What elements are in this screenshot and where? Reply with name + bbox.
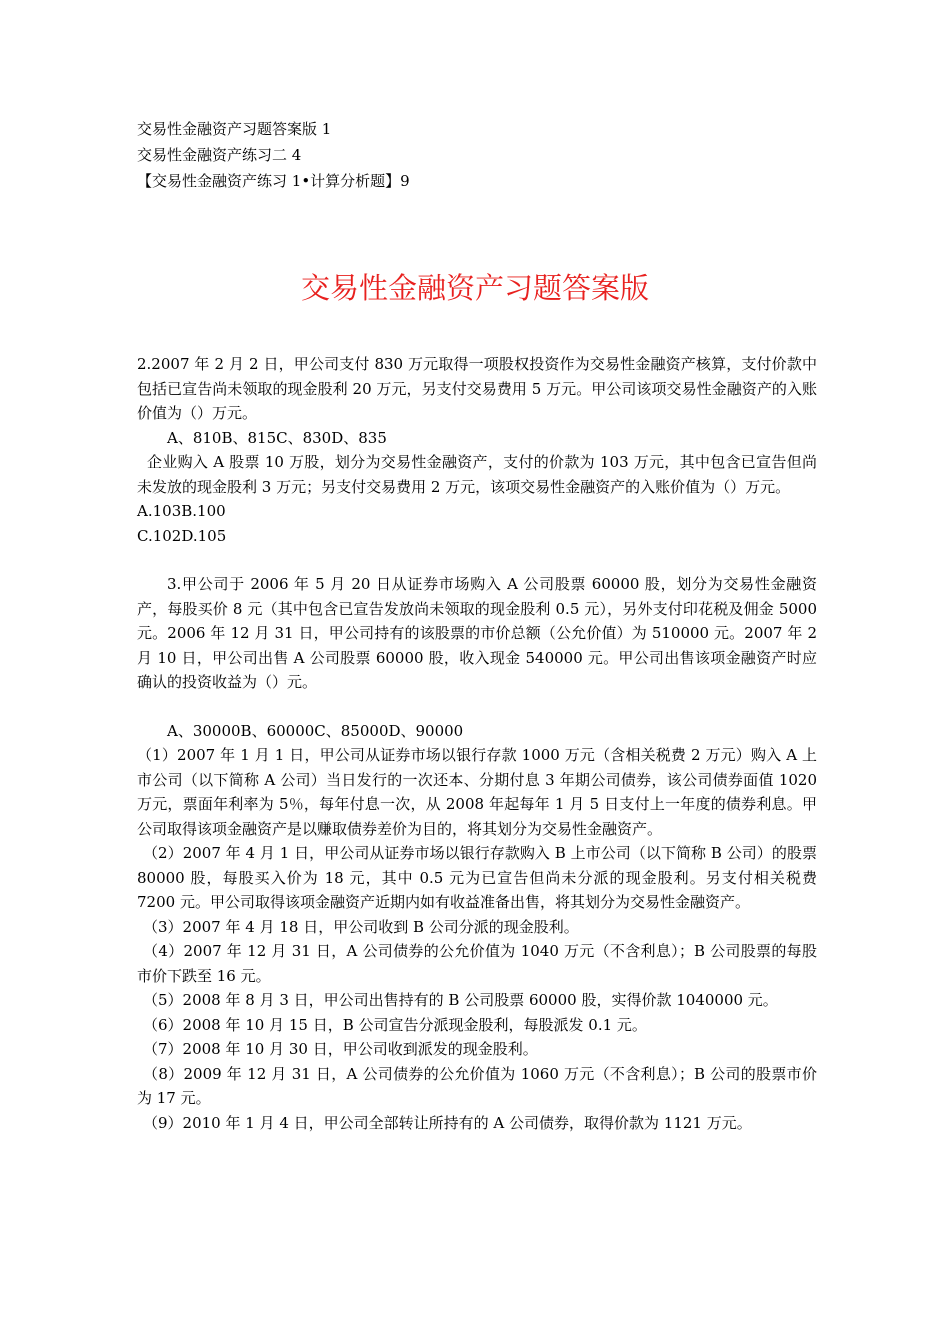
list-item: （1）2007 年 1 月 1 日，甲公司从证券市场以银行存款 1000 万元（含相关税费 2 万元）购入 A 上市公司（以下简称 A 公司）当日发行的一次还本、分期付息 3 年期公司债券，该公司债券面值 1020 万元，票面年利率为 5％，每年付息一次，从 2008 年起每年 1 月 5 日支付上一年度的债券利息。甲公司取得该项金融资产是以赚取债券差价为目的，将其划分为交易性金融资产。: [137, 746, 817, 838]
question-2-text: 2.2007 年 2 月 2 日，甲公司支付 830 万元取得一项股权投资作为交易性金融资产核算，支付价款中包括已宣告尚未领取的现金股利 20 万元，另支付交易费用 5 万元。甲公司该项交易性金融资产的入账价值为（）万元。: [137, 355, 817, 422]
list-item: （3）2007 年 4 月 18 日，甲公司收到 B 公司分派的现金股利。: [143, 917, 579, 936]
list-item: （6）2008 年 10 月 15 日，B 公司宣告分派现金股利，每股派发 0.1 元。: [143, 1015, 647, 1034]
document-body: [137, 352, 817, 1135]
list-item: （4）2007 年 12 月 31 日，A 公司债券的公允价值为 1040 万元（不含利息）；B 公司股票的每股市价下跌至 16 元。: [137, 942, 817, 985]
question-extra-text: 企业购入 A 股票 10 万股，划分为交易性金融资产，支付的价款为 103 万元，其中包含已宣告但尚未发放的现金股利 3 万元；另支付交易费用 2 万元，该项交易性金融资产的入账价值为（）万元。: [137, 453, 817, 496]
toc-entry[interactable]: 【交易性金融资产练习 1•计算分析题】9: [137, 172, 410, 190]
table-of-contents: [137, 116, 410, 194]
list-item: （2）2007 年 4 月 1 日，甲公司从证券市场以银行存款购入 B 上市公司（以下简称 B 公司）的股票 80000 股，每股买入价为 18 元，其中 0.5 元为已宣告但尚未分派的现金股利。另支付相关税费 7200 元。甲公司取得该项金融资产近期内如有收益准备出售，将其划分为交易性金融资产。: [137, 844, 817, 911]
list-item: （7）2008 年 10 月 30 日，甲公司收到派发的现金股利。: [143, 1040, 538, 1058]
question-extra-option: C.102D.105: [137, 526, 227, 545]
question-extra-option: A.103B.100: [137, 502, 226, 520]
list-item: （8）2009 年 12 月 31 日，A 公司债券的公允价值为 1060 万元（不含利息）；B 公司的股票市价为 17 元。: [137, 1064, 817, 1107]
toc-entry[interactable]: 交易性金融资产练习二 4: [137, 146, 302, 164]
list-item: （9）2010 年 1 月 4 日，甲公司全部转让所持有的 A 公司债券，取得价款为 1121 万元。: [143, 1113, 752, 1132]
toc-entry[interactable]: 交易性金融资产习题答案版 1: [137, 120, 332, 138]
question-3-options: A、30000B、60000C、85000D、90000: [167, 721, 464, 740]
question-3-text: 3.甲公司于 2006 年 5 月 20 日从证券市场购入 A 公司股票 60000 股，划分为交易性金融资产，每股买价 8 元（其中包含已宣告发放尚未领取的现金股利 0.5 元），另外支付印花税及佣金 5000 元。2006 年 12 月 31 日，甲公司持有的该股票的市价总额（公允价值）为 510000 元。2007 年 2 月 10 日，甲公司出售 A 公司股票 60000 股，收入现金 540000 元。甲公司出售该项金融资产时应确认的投资收益为（）元。: [137, 575, 817, 691]
spacer: [137, 548, 817, 572]
page-title: 交易性金融资产习题答案版: [300, 271, 649, 305]
list-item: （5）2008 年 8 月 3 日，甲公司出售持有的 B 公司股票 60000 股，实得价款 1040000 元。: [143, 991, 778, 1009]
spacer: [137, 695, 817, 719]
question-2-options: A、810B、815C、830D、835: [167, 428, 387, 447]
